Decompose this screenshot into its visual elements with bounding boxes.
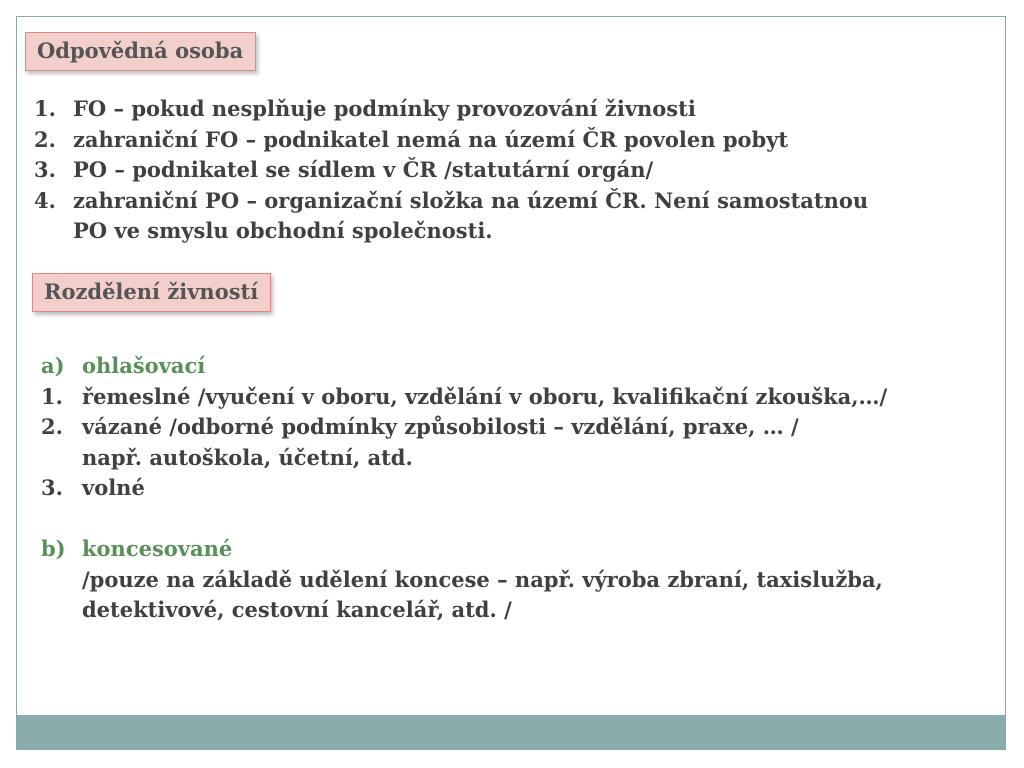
section-marker: a) bbox=[41, 353, 65, 378]
list-marker: 2. bbox=[34, 126, 56, 152]
section-label: ohlašovací bbox=[82, 353, 206, 378]
list-marker: 3. bbox=[34, 157, 56, 182]
list-rozdeleni-zivnosti bbox=[41, 351, 1001, 626]
list-item bbox=[41, 382, 1001, 413]
list-item-line: např. autoškola, účetní, atd. bbox=[82, 444, 413, 470]
list-marker: 1. bbox=[34, 96, 56, 121]
list-marker: 1. bbox=[41, 383, 63, 409]
list-marker: 2. bbox=[41, 414, 63, 439]
list-item-text: zahraniční FO – podnikatel nemá na území ČR povolen pobyt bbox=[73, 126, 789, 152]
section-b-description bbox=[41, 565, 1001, 626]
list-item-text: PO – podnikatel se sídlem v ČR /statutární orgán/ bbox=[73, 157, 654, 182]
list-item bbox=[34, 155, 994, 186]
list-item bbox=[34, 94, 994, 125]
list-item-text: řemeslné /vyučení v oboru, vzdělání v oboru, kvalifikační zkouška,…/ bbox=[82, 383, 888, 409]
list-marker: 3. bbox=[41, 475, 63, 500]
list-item-text: FO – pokud nesplňuje podmínky provozování živnosti bbox=[73, 96, 696, 121]
section-description-line: detektivové, cestovní kancelář, atd. / bbox=[82, 597, 512, 622]
section-description-line: /pouze na základě udělení koncese – např. výroba zbraní, taxislužba, bbox=[82, 566, 883, 592]
spacer bbox=[41, 504, 1001, 535]
list-item-line: vázané /odborné podmínky způsobilosti – vzdělání, praxe, … / bbox=[82, 414, 799, 439]
heading-rozdeleni-zivnosti: Rozdělení živností bbox=[32, 273, 271, 312]
section-label: koncesované bbox=[82, 536, 233, 561]
section-marker: b) bbox=[41, 536, 66, 561]
heading-odpovedna-osoba: Odpovědná osoba bbox=[25, 32, 256, 71]
footer-bar bbox=[17, 715, 1005, 749]
list-item-text bbox=[82, 412, 1001, 473]
list-item-line: zahraniční PO – organizační složka na území ČR. Není samostatnou bbox=[73, 187, 869, 213]
list-item bbox=[34, 186, 994, 247]
list-odpovedna-osoba bbox=[34, 94, 994, 247]
list-item bbox=[34, 125, 994, 156]
section-b-heading bbox=[41, 534, 1001, 565]
list-item bbox=[41, 473, 1001, 504]
section-a-heading bbox=[41, 351, 1001, 382]
list-item bbox=[41, 412, 1001, 473]
list-marker: 4. bbox=[34, 187, 56, 213]
slide bbox=[16, 16, 1006, 750]
section-description bbox=[82, 565, 1001, 626]
list-item-line: PO ve smyslu obchodní společnosti. bbox=[73, 218, 493, 243]
list-item-text: volné bbox=[82, 475, 145, 500]
list-item-text bbox=[73, 186, 994, 247]
